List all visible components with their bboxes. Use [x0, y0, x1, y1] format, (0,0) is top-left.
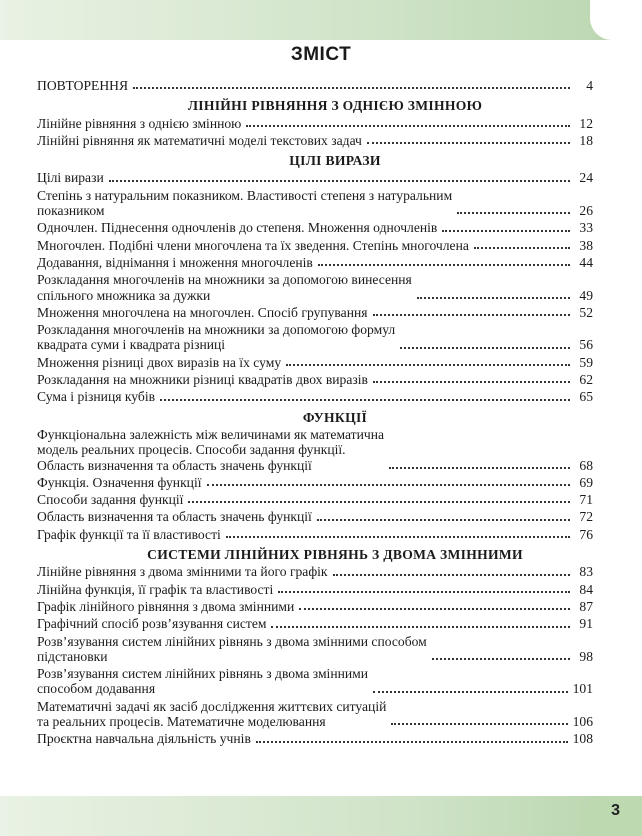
- toc-entry-text: [37, 255, 313, 270]
- toc-entry-text: [37, 389, 155, 404]
- toc-entry-line: Сума і різниця кубів: [37, 389, 156, 405]
- dot-leader: [317, 519, 570, 521]
- page-number: 3: [611, 802, 620, 819]
- dot-leader: [207, 484, 570, 486]
- toc-entry[interactable]: [37, 475, 593, 490]
- toc-sections: [37, 98, 593, 746]
- toc-entry-line: Розкладання многочленів на множники за допомогою винесення: [37, 272, 412, 288]
- toc-entry-text: [37, 616, 266, 631]
- toc-page-number: 62: [579, 372, 593, 388]
- toc-page-number: 69: [579, 474, 593, 490]
- toc-entry[interactable]: [37, 322, 593, 353]
- section-heading: ЦІЛІ ВИРАЗИ: [289, 153, 381, 169]
- toc-entry[interactable]: [37, 527, 593, 542]
- toc-entry[interactable]: [37, 509, 593, 524]
- toc-page-number: 33: [579, 220, 593, 236]
- toc-entry-text: [37, 372, 368, 387]
- toc-entry-line: Область визначення та область значень функції: [37, 457, 312, 473]
- toc-entry-text: [37, 427, 384, 473]
- toc-entry-text: [37, 355, 281, 370]
- toc-entry[interactable]: [37, 238, 593, 253]
- toc-page-number: 106: [572, 713, 593, 729]
- toc-entry-line: Графічний спосіб розв’язування систем: [37, 616, 267, 632]
- toc-page-number: 49: [579, 287, 593, 303]
- toc-entry-line: квадрата суми і квадрата різниці: [37, 337, 226, 353]
- dot-leader: [400, 347, 570, 349]
- toc-entry-line: спільного множника за дужки: [37, 287, 211, 303]
- toc-entry[interactable]: [37, 133, 593, 148]
- dot-leader: [367, 142, 570, 144]
- toc-page-number: 65: [579, 389, 593, 405]
- toc-entry[interactable]: [37, 272, 593, 303]
- toc-entry-line: Множення многочлена на многочлен. Спосіб групування: [37, 304, 368, 320]
- toc-entry-text: [37, 492, 183, 507]
- toc-entry[interactable]: [37, 372, 593, 387]
- dot-leader: [278, 591, 570, 593]
- toc-entry-line: Область визначення та область значень функції: [37, 509, 312, 525]
- toc-entry-text: [37, 599, 294, 614]
- toc-page-number: 44: [579, 254, 593, 270]
- dot-leader: [256, 741, 568, 743]
- toc-entry[interactable]: [37, 116, 593, 131]
- toc-entry-line: Розв’язування систем лінійних рівнянь з двома змінними: [37, 666, 369, 682]
- toc-page-number: 68: [579, 457, 593, 473]
- toc-page-number: 83: [579, 564, 593, 580]
- dot-leader: [318, 264, 570, 266]
- toc-entry-line: Графік функції та її властивості: [37, 526, 221, 542]
- dot-leader: [432, 658, 570, 660]
- toc-entry-line: Математичні задачі як засіб дослідження життєвих ситуацій: [37, 698, 387, 714]
- dot-leader: [373, 314, 570, 316]
- toc-entry-text: [37, 666, 368, 697]
- toc-entry[interactable]: [37, 355, 593, 370]
- toc-page-number: 12: [579, 115, 593, 131]
- toc-entry[interactable]: [37, 170, 593, 185]
- toc-entry-line: Лінійне рівняння з двома змінними та його графік: [37, 564, 328, 580]
- dot-leader: [391, 723, 567, 725]
- toc-page-number: 56: [579, 337, 593, 353]
- table-of-contents: [37, 76, 593, 749]
- toc-entry[interactable]: [37, 582, 593, 597]
- toc-entry-text: [37, 133, 362, 148]
- toc-entry-text: [37, 238, 469, 253]
- toc-entry-line: Множення різниці двох виразів на їх суму: [37, 354, 282, 370]
- section-heading: СИСТЕМИ ЛІНІЙНИХ РІВНЯНЬ З ДВОМА ЗМІННИМИ: [147, 547, 523, 563]
- toc-page-number: 101: [572, 681, 593, 697]
- toc-entry-text: [37, 188, 452, 219]
- toc-entry-text: [37, 170, 104, 185]
- dot-leader: [333, 574, 570, 576]
- dot-leader: [109, 180, 570, 182]
- toc-page-number: 38: [579, 237, 593, 253]
- toc-entry[interactable]: [37, 188, 593, 219]
- toc-entry[interactable]: [37, 699, 593, 730]
- toc-entry[interactable]: [37, 305, 593, 320]
- toc-entry-line: Додавання, віднімання і множення многочленів: [37, 254, 313, 270]
- toc-entry-line: підстановки: [37, 648, 108, 664]
- dot-leader: [286, 364, 570, 366]
- dot-leader: [442, 230, 570, 232]
- toc-entry-line: Графік лінійного рівняння з двома змінними: [37, 598, 295, 614]
- dot-leader: [188, 501, 570, 503]
- toc-entry[interactable]: [37, 666, 593, 697]
- toc-page-number: 87: [579, 598, 593, 614]
- header-band: [0, 0, 642, 40]
- toc-entry-intro[interactable]: [37, 78, 593, 93]
- toc-entry-line: Розв’язування систем лінійних рівнянь з двома змінними способом: [37, 633, 427, 649]
- toc-entry-line: Лінійні рівняння як математичні моделі текстових задач: [37, 132, 362, 148]
- footer-band: [0, 796, 642, 836]
- toc-page-number: 26: [579, 203, 593, 219]
- toc-page-number: 4: [586, 78, 593, 93]
- dot-leader: [373, 691, 568, 693]
- toc-entry-line: Функція. Означення функції: [37, 474, 202, 490]
- toc-entry-line: способом додавання: [37, 681, 156, 697]
- toc-entry-text: [37, 78, 128, 93]
- dot-leader: [299, 608, 570, 610]
- toc-entry-text: [37, 475, 202, 490]
- toc-entry-text: [37, 272, 412, 303]
- toc-entry-text: [37, 220, 437, 235]
- toc-entry-line: Розкладання многочленів на множники за допомогою формул: [37, 322, 396, 338]
- section-heading: ЛІНІЙНІ РІВНЯННЯ З ОДНІЄЮ ЗМІННОЮ: [187, 98, 483, 114]
- dot-leader: [160, 399, 570, 401]
- dot-leader: [226, 536, 570, 538]
- toc-entry-line: Лінійне рівняння з однією змінною: [37, 115, 242, 131]
- toc-entry-line: ПОВТОРЕННЯ: [37, 78, 129, 93]
- toc-entry-text: [37, 322, 395, 353]
- toc-entry-text: [37, 731, 251, 746]
- toc-entry-line: показником: [37, 203, 105, 219]
- toc-page-number: 52: [579, 304, 593, 320]
- toc-entry-text: [37, 699, 386, 730]
- toc-entry[interactable]: [37, 389, 593, 404]
- toc-entry-text: [37, 634, 427, 665]
- dot-leader: [373, 381, 570, 383]
- toc-entry[interactable]: [37, 616, 593, 631]
- toc-page-number: 59: [579, 354, 593, 370]
- toc-page-number: 71: [579, 492, 593, 508]
- toc-page-number: 98: [579, 648, 593, 664]
- dot-leader: [474, 247, 570, 249]
- dot-leader: [246, 125, 570, 127]
- toc-entry-line: Одночлен. Піднесення одночленів до степеня. Множення одночленів: [37, 220, 438, 236]
- dot-leader: [417, 297, 570, 299]
- toc-page-number: 18: [579, 132, 593, 148]
- toc-entry-line: Степінь з натуральним показником. Властивості степеня з натуральним: [37, 187, 453, 203]
- toc-entry-text: [37, 509, 312, 524]
- toc-entry-line: модель реальних процесів. Способи задання функції.: [37, 442, 346, 458]
- toc-entry-line: Лінійна функція, її графік та властивості: [37, 581, 274, 597]
- dot-leader: [133, 87, 570, 89]
- toc-page-number: 91: [579, 616, 593, 632]
- toc-entry-text: [37, 116, 241, 131]
- toc-entry-line: Многочлен. Подібні члени многочлена та їх зведення. Степінь многочлена: [37, 237, 469, 253]
- toc-page-number: 76: [579, 526, 593, 542]
- toc-page-number: 108: [572, 731, 593, 747]
- toc-entry-line: Функціональна залежність між величинами як математична: [37, 426, 385, 442]
- page-title: ЗМІСТ: [290, 44, 352, 65]
- toc-entry-line: Способи задання функції: [37, 492, 184, 508]
- toc-entry-text: [37, 527, 221, 542]
- toc-entry-line: Цілі вирази: [37, 170, 104, 186]
- toc-entry[interactable]: [37, 731, 593, 746]
- toc-entry[interactable]: [37, 427, 593, 473]
- toc-page-number: 84: [579, 581, 593, 597]
- toc-entry-text: [37, 305, 368, 320]
- toc-entry-text: [37, 564, 328, 579]
- toc-entry[interactable]: [37, 220, 593, 235]
- header-tab: [590, 0, 642, 40]
- dot-leader: [457, 212, 570, 214]
- toc-entry-text: [37, 582, 273, 597]
- toc-entry[interactable]: [37, 492, 593, 507]
- toc-page-number: 72: [579, 509, 593, 525]
- toc-entry-line: та реальних процесів. Математичне моделювання: [37, 713, 326, 729]
- toc-entry[interactable]: [37, 599, 593, 614]
- toc-entry[interactable]: [37, 564, 593, 579]
- toc-entry[interactable]: [37, 634, 593, 665]
- toc-entry-line: Проєктна навчальна діяльність учнів: [37, 731, 251, 747]
- toc-page-number: 24: [579, 170, 593, 186]
- toc-entry-line: Розкладання на множники різниці квадратів двох виразів: [37, 372, 368, 388]
- section-heading: ФУНКЦІЇ: [302, 409, 368, 425]
- dot-leader: [271, 626, 570, 628]
- toc-entry[interactable]: [37, 255, 593, 270]
- dot-leader: [389, 467, 570, 469]
